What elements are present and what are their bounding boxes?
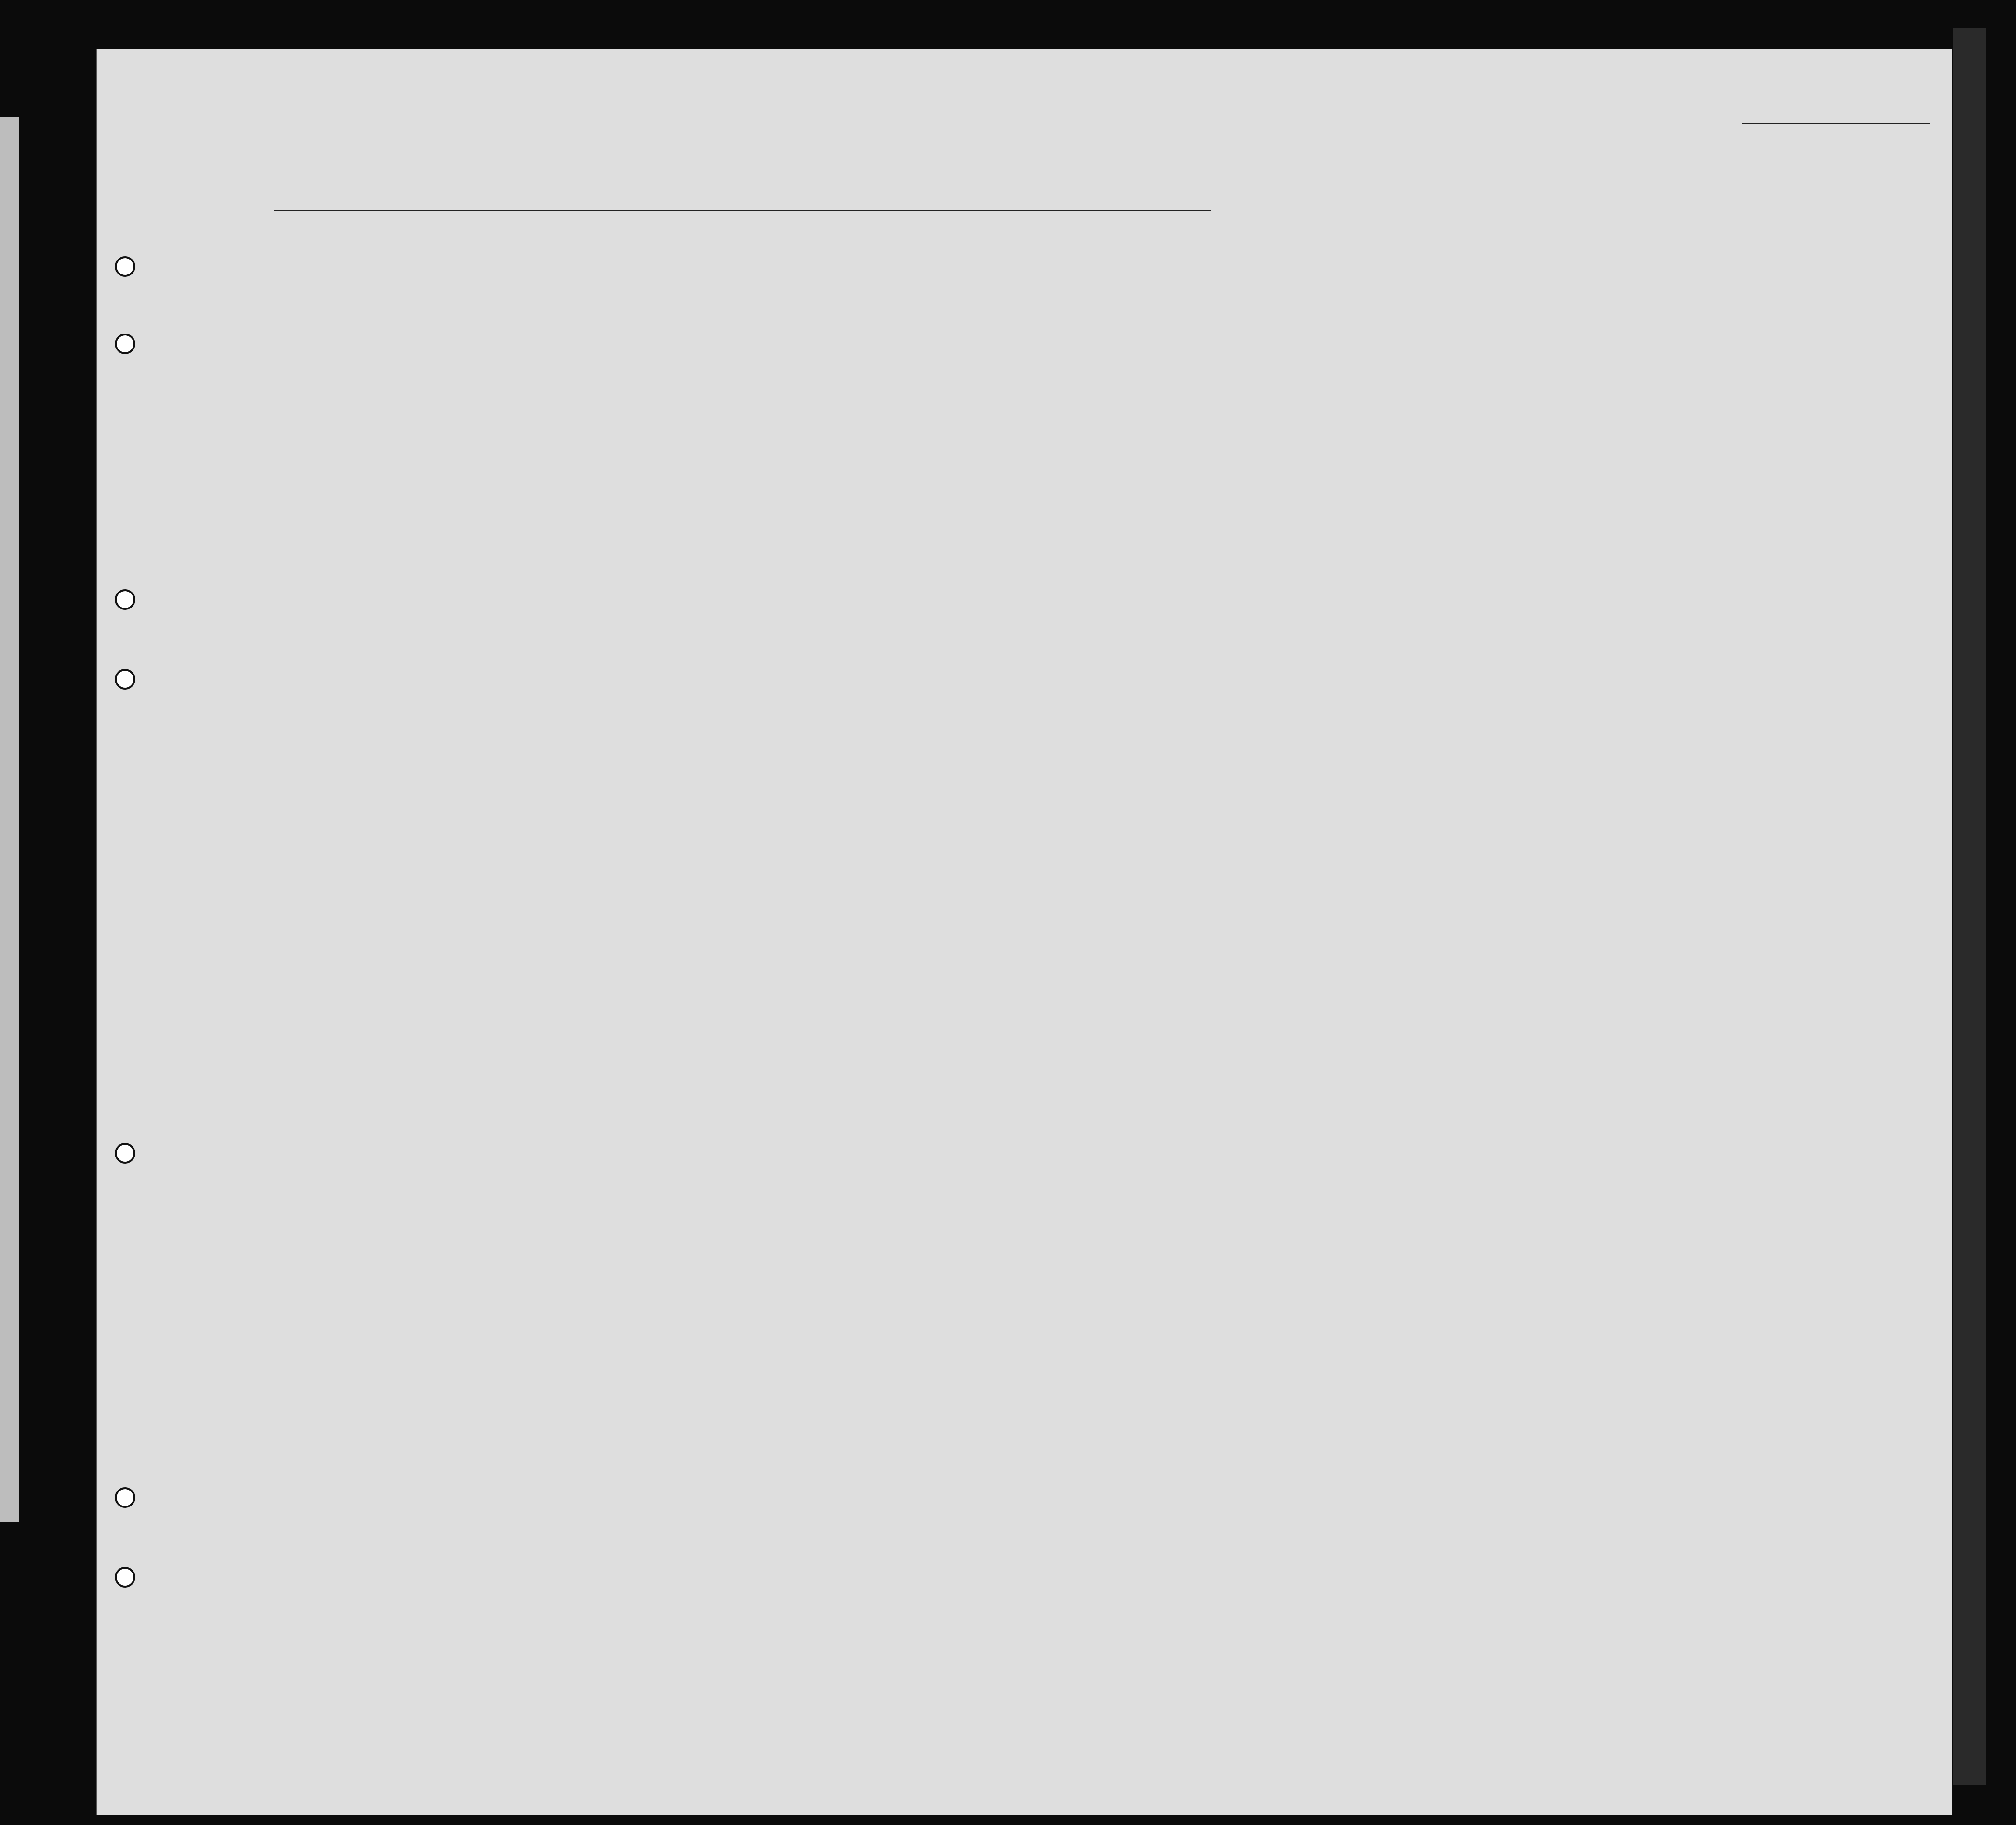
punch-hole <box>115 1567 135 1588</box>
header-ticket <box>593 323 621 454</box>
header-deported <box>1459 323 1475 454</box>
punch-hole <box>115 256 135 277</box>
punch-hole <box>115 1487 135 1508</box>
punch-hole <box>115 1143 135 1164</box>
header-excluded <box>1438 323 1454 454</box>
header-prison <box>1265 323 1283 454</box>
header-inches <box>1618 403 1637 450</box>
header-polygamist <box>1297 323 1316 454</box>
punch-hole <box>115 334 135 354</box>
header-offer <box>1403 323 1426 454</box>
header-anarchist <box>1326 323 1344 454</box>
header-money <box>717 323 740 454</box>
punch-hole <box>115 589 135 610</box>
header-overthrow <box>1358 323 1386 454</box>
header-feet <box>1597 412 1616 450</box>
punch-hole <box>115 669 135 690</box>
